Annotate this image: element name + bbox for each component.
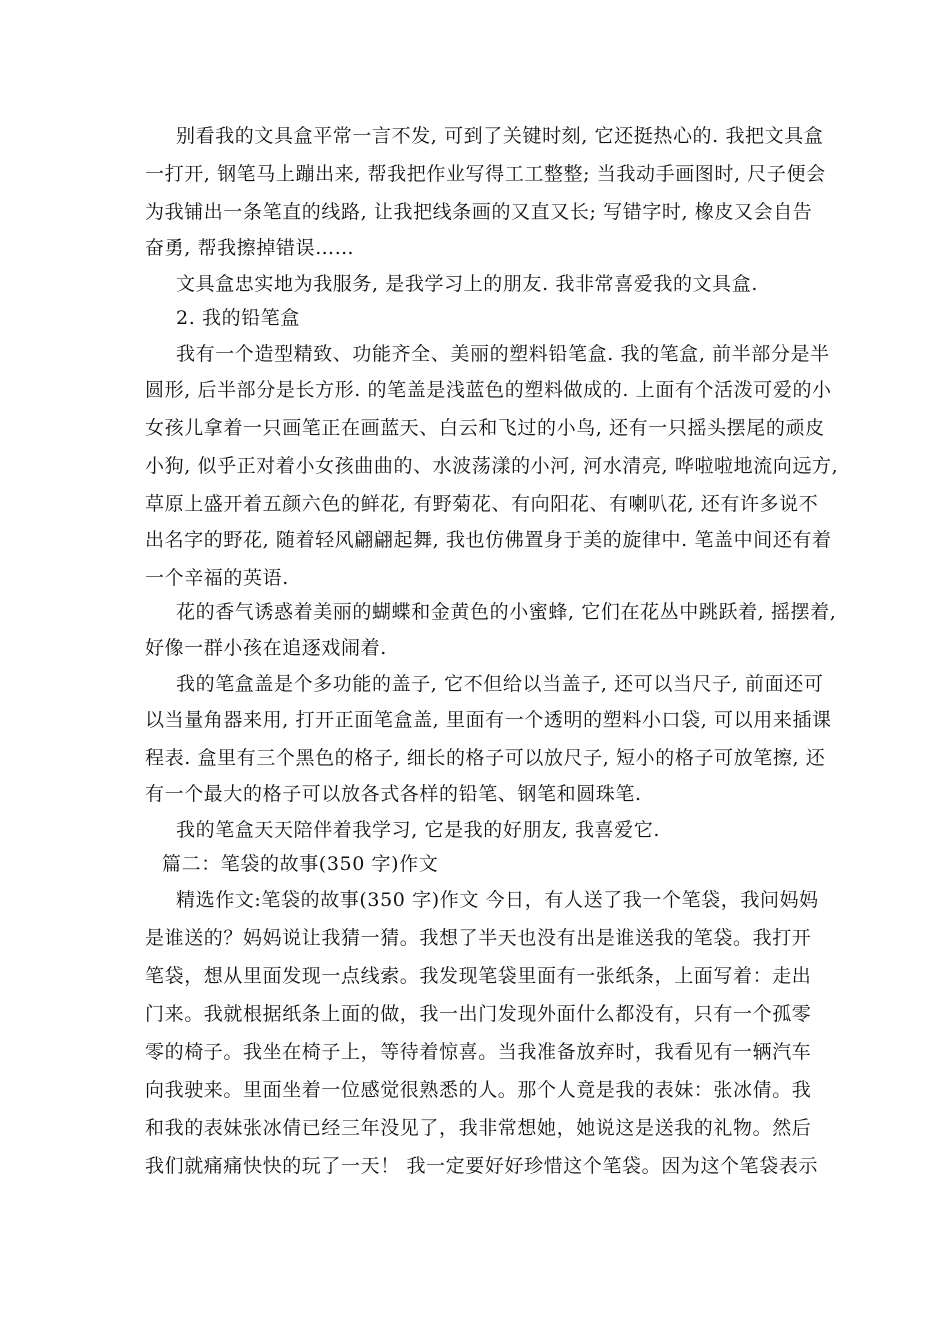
text-line: 零的椅子。我坐在椅子上，等待着惊喜。当我准备放弃时，我看见有一辆汽车 (145, 1041, 812, 1063)
text-line: 有一个最大的格子可以放各式各样的铅笔、钢笔和圆珠笔. (145, 783, 642, 805)
text-line: 草原上盛开着五颜六色的鲜花, 有野菊花、有向阳花、有喇叭花, 还有许多说不 (145, 493, 819, 515)
text-line: 我的笔盒天天陪伴着我学习, 它是我的好朋友, 我喜爱它. (176, 819, 660, 841)
text-line: 圆形, 后半部分是长方形. 的笔盖是浅蓝色的塑料做成的. 上面有个活泼可爱的小 (145, 379, 832, 401)
section-title: 篇二：笔袋的故事(350 字)作文 (162, 853, 439, 875)
text-line: 别看我的文具盒平常一言不发, 可到了关键时刻, 它还挺热心的. 我把文具盒 (176, 125, 824, 147)
text-line: 和我的表妹张冰倩已经三年没见了，我非常想她，她说这是送我的礼物。然后 (145, 1117, 812, 1139)
text-line: 程表. 盒里有三个黑色的格子, 细长的格子可以放尺子, 短小的格子可放笔擦, 还 (145, 747, 826, 769)
text-line: 出名字的野花, 随着轻风翩翩起舞, 我也仿佛置身于美的旋律中. 笔盖中间还有着 (145, 529, 832, 551)
text-line: 精选作文:笔袋的故事(350 字)作文 今日，有人送了我一个笔袋，我问妈妈 (176, 889, 819, 911)
text-line: 我的笔盒盖是个多功能的盖子, 它不但给以当盖子, 还可以当尺子, 前面还可 (176, 673, 824, 695)
text-line: 好像一群小孩在追逐戏闹着. (145, 637, 387, 659)
text-line: 为我铺出一条笔直的线路, 让我把线条画的又直又长; 写错字时, 橡皮又会自告 (145, 201, 813, 223)
section-heading: 2. 我的铅笔盒 (176, 307, 300, 329)
text-line: 以当量角器来用, 打开正面笔盒盖, 里面有一个透明的塑料小口袋, 可以用来插课 (145, 709, 832, 731)
text-line: 向我驶来。里面坐着一位感觉很熟悉的人。那个人竟是我的表妹：张冰倩。我 (145, 1079, 812, 1101)
text-line: 花的香气诱惑着美丽的蝴蝶和金黄色的小蜜蜂, 它们在花丛中跳跃着, 摇摆着, (176, 601, 837, 623)
text-line: 一打开, 钢笔马上蹦出来, 帮我把作业写得工工整整; 当我动手画图时, 尺子便会 (145, 163, 826, 185)
text-line: 门来。我就根据纸条上面的做，我一出门发现外面什么都没有，只有一个孤零 (145, 1003, 812, 1025)
text-line: 笔袋，想从里面发现一点线索。我发现笔袋里面有一张纸条，上面写着：走出 (145, 965, 812, 987)
text-line: 是谁送的？妈妈说让我猜一猜。我想了半天也没有出是谁送我的笔袋。我打开 (145, 927, 812, 949)
text-line: 文具盒忠实地为我服务, 是我学习上的朋友. 我非常喜爱我的文具盒. (176, 273, 758, 295)
text-line: 奋勇, 帮我擦掉错误…… (145, 237, 355, 259)
text-line: 女孩儿拿着一只画笔正在画蓝天、白云和飞过的小鸟, 还有一只摇头摆尾的顽皮 (145, 417, 825, 439)
text-line: 我有一个造型精致、功能齐全、美丽的塑料铅笔盒. 我的笔盒, 前半部分是半 (176, 343, 830, 365)
text-line: 我们就痛痛快快的玩了一天！ 我一定要好好珍惜这个笔袋。因为这个笔袋表示 (145, 1155, 819, 1177)
text-line: 小狗, 似乎正对着小女孩曲曲的、水波荡漾的小河, 河水清亮, 哗啦啦地流向远方, (145, 455, 839, 477)
text-line: 一个辛福的英语. (145, 567, 289, 589)
